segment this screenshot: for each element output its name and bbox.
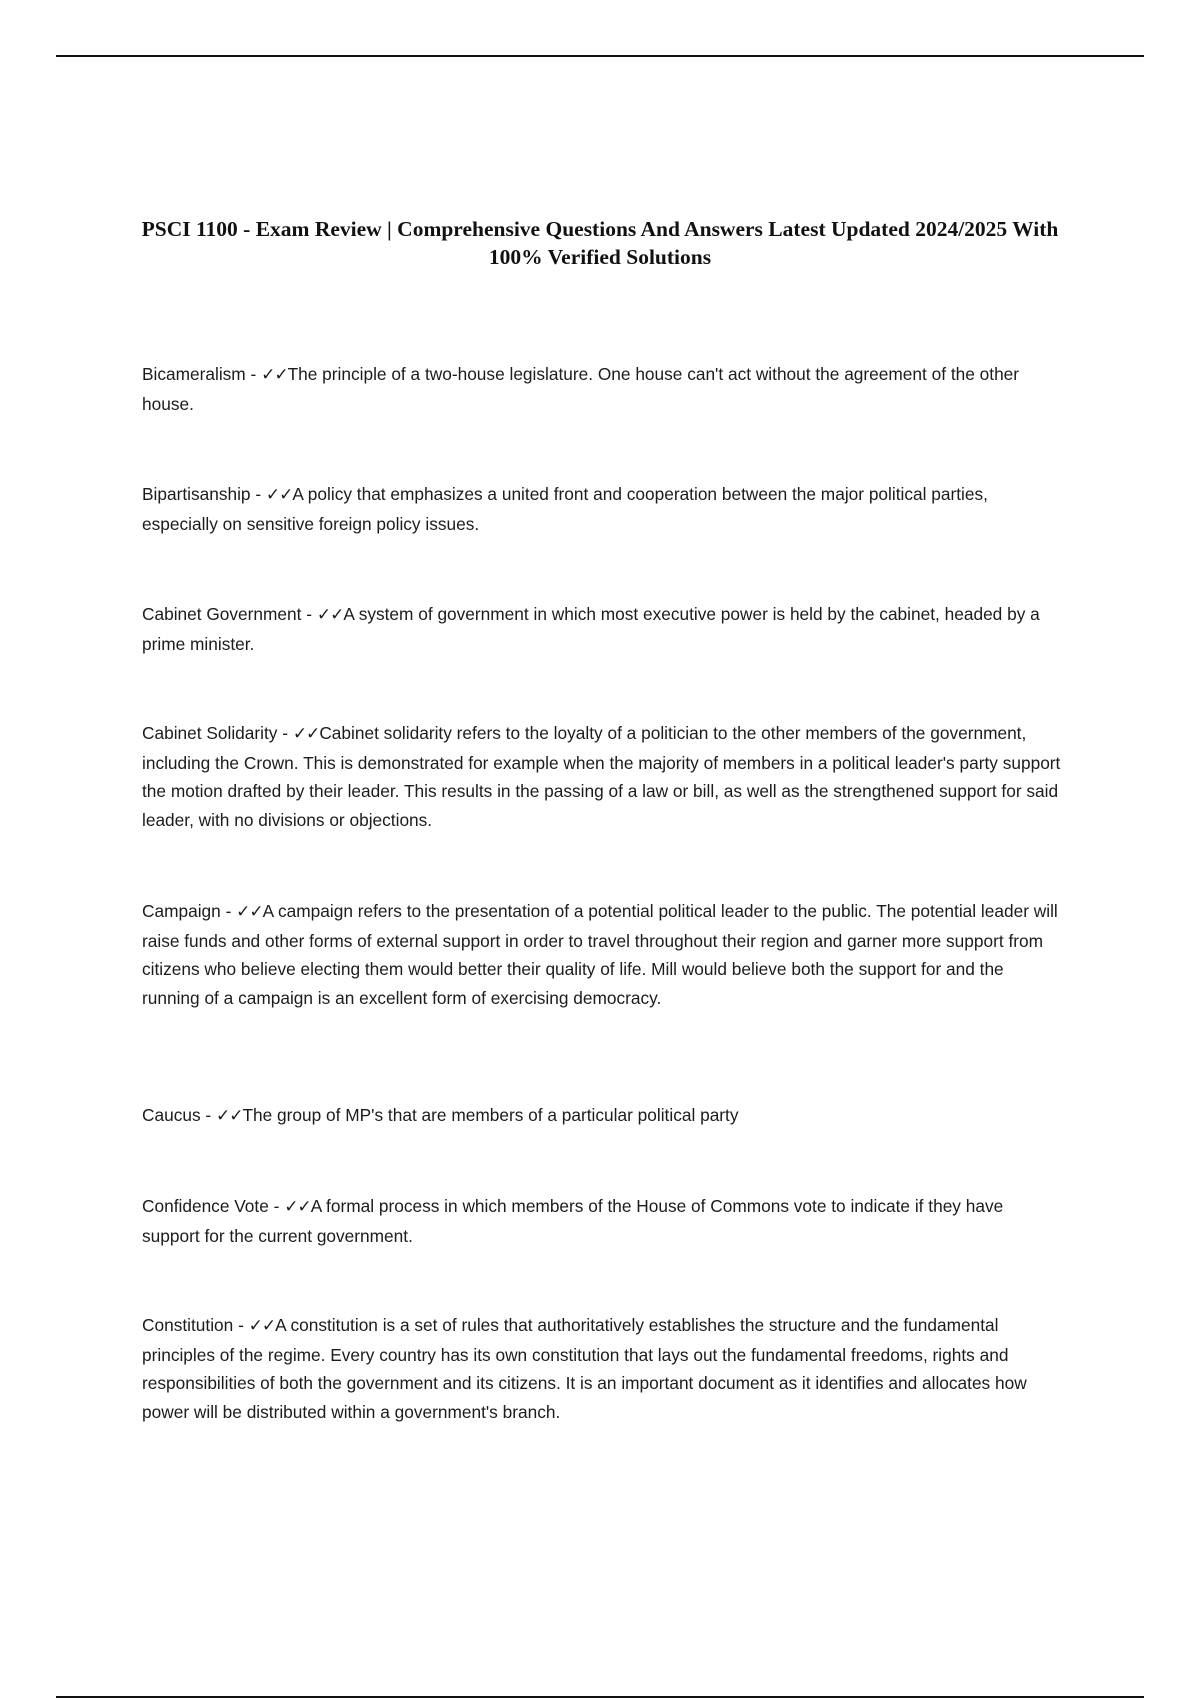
entry-separator: -: [200, 1105, 216, 1125]
check-mark-icon: ✓✓: [248, 1316, 276, 1336]
check-mark-icon: ✓✓: [215, 1106, 243, 1126]
glossary-entry: [142, 897, 1062, 1012]
check-mark-icon: ✓✓: [316, 605, 344, 625]
entry-separator: -: [277, 723, 293, 743]
entry-term: Confidence Vote: [142, 1196, 269, 1216]
glossary-entry: [142, 480, 1062, 538]
check-mark-icon: ✓✓: [261, 365, 288, 385]
entry-separator: -: [250, 484, 266, 504]
entry-definition: A policy that emphasizes a united front and cooperation between the major political parties, especially on sensitive foreign policy issues.: [142, 484, 988, 534]
glossary-entry: [142, 1101, 1062, 1131]
check-mark-icon: ✓✓: [284, 1197, 311, 1217]
entry-definition: The principle of a two-house legislature. One house can't act without the agreement of the other house.: [142, 364, 1020, 414]
entry-term: Bicameralism: [142, 364, 246, 384]
glossary-entry: [142, 1192, 1062, 1250]
entry-term: Campaign: [142, 901, 221, 921]
entry-definition: A system of government in which most executive power is held by the cabinet, headed by a prime minister.: [142, 604, 1040, 654]
entry-term: Cabinet Government: [142, 604, 302, 624]
glossary-entry: [142, 360, 1062, 418]
entry-separator: -: [301, 604, 317, 624]
entry-definition: Cabinet solidarity refers to the loyalty of a politician to the other members of the government, including the Crown. This is demonstrated for example when the majority of members in a political leader's party support the motion drafted by their leader. This results in the passing of a law or bill, as well as the strengthened support for said leader, with no divisions or objections.: [142, 723, 1061, 830]
entry-separator: -: [268, 1196, 285, 1216]
glossary-entry: [142, 719, 1062, 834]
check-mark-icon: ✓✓: [236, 902, 263, 922]
check-mark-icon: ✓✓: [292, 724, 320, 744]
entry-definition: The group of MP's that are members of a particular political party: [242, 1105, 739, 1125]
top-rule: [56, 55, 1144, 57]
entry-definition: A campaign refers to the presentation of a potential political leader to the public. The potential leader will raise funds and other forms of external support in order to travel throughout their region and garner more support from citizens who believe electing them would better their quality of life. Mill would believe both the support for and the running of a campaign is an excellent form of exercising democracy.: [142, 901, 1058, 1008]
glossary-entry: [142, 1311, 1062, 1426]
entry-term: Bipartisanship: [142, 484, 251, 504]
bottom-rule: [56, 1696, 1144, 1698]
glossary-entry: [142, 600, 1062, 658]
document-title: PSCI 1100 - Exam Review | Comprehensive Questions And Answers Latest Updated 2024/2025 With 100% Verified Solutions: [141, 217, 1059, 269]
entry-separator: -: [220, 901, 237, 921]
entry-term: Caucus: [142, 1105, 201, 1125]
entry-term: Cabinet Solidarity: [142, 723, 278, 743]
entry-term: Constitution: [142, 1315, 234, 1335]
entry-separator: -: [245, 364, 262, 384]
entry-definition: A constitution is a set of rules that authoritatively establishes the structure and the fundamental principles of the regime. Every country has its own constitution that lays out the fundamental freedoms, rights and responsibilities of both the government and its citizens. It is an important document as it identifies and allocates how power will be distributed within a government's branch.: [142, 1315, 1027, 1422]
entry-separator: -: [233, 1315, 249, 1335]
entry-definition: A formal process in which members of the House of Commons vote to indicate if they have support for the current government.: [142, 1196, 1004, 1246]
check-mark-icon: ✓✓: [265, 485, 293, 505]
